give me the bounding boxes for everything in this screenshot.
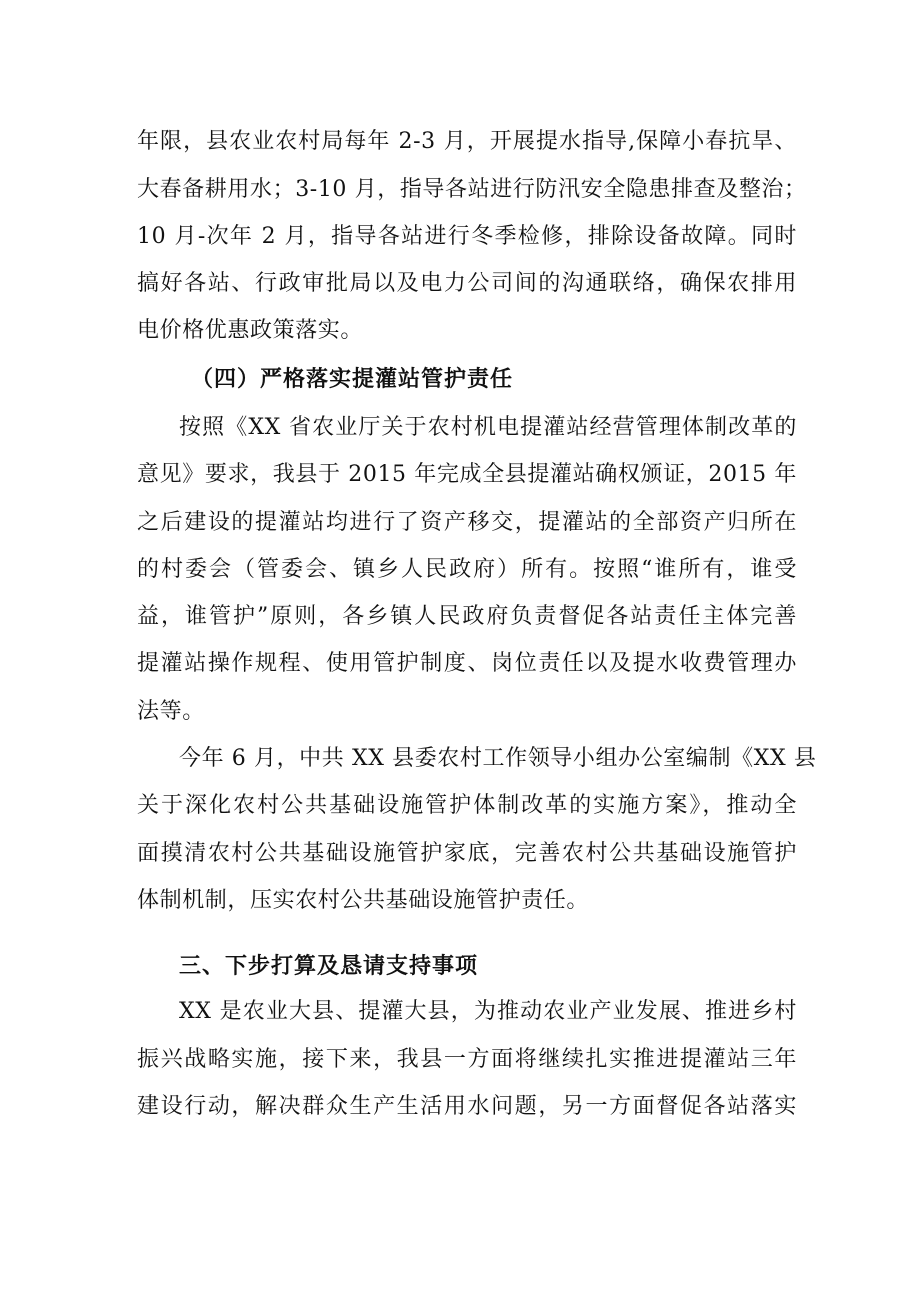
paragraph-line: 10 月-次年 2 月，指导各站进行冬季检修，排除设备故障。同时 <box>137 224 797 249</box>
paragraph-line: 提灌站操作规程、使用管护制度、岗位责任以及提水收费管理办 <box>137 651 797 676</box>
section-heading: （四）严格落实提灌站管护责任 <box>191 366 514 392</box>
paragraph-line: 的村委会（管委会、镇乡人民政府）所有。按照“谁所有，谁受 <box>137 557 797 582</box>
paragraph-line: 面摸清农村公共基础设施管护家底，完善农村公共基础设施管护 <box>137 841 797 866</box>
paragraph-line: 之后建设的提灌站均进行了资产移交，提灌站的全部资产归所在 <box>137 510 797 535</box>
paragraph-line: 搞好各站、行政审批局以及电力公司间的沟通联络，确保农排用 <box>137 271 797 296</box>
paragraph-line: 意见》要求，我县于 2015 年完成全县提灌站确权颁证，2015 年 <box>137 462 797 487</box>
paragraph-line: 年限，县农业农村局每年 2-3 月，开展提水指导,保障小春抗旱、 <box>137 129 797 154</box>
paragraph-line: 关于深化农村公共基础设施管护体制改革的实施方案》，推动全 <box>137 793 797 818</box>
paragraph-line: XX 是农业大县、提灌大县，为推动农业产业发展、推进乡村 <box>179 999 797 1024</box>
paragraph-line: 法等。 <box>137 699 205 724</box>
paragraph-line: 振兴战略实施，接下来，我县一方面将继续扎实推进提灌站三年 <box>137 1047 797 1072</box>
paragraph-line: 电价格优惠政策落实。 <box>137 318 364 343</box>
paragraph-line: 建设行动，解决群众生产生活用水问题，另一方面督促各站落实 <box>137 1094 797 1119</box>
paragraph-line: 益，谁管护”原则，各乡镇人民政府负责督促各站责任主体完善 <box>137 604 797 629</box>
section-heading: 三、下步打算及恳请支持事项 <box>179 953 479 979</box>
paragraph-line: 按照《XX 省农业厅关于农村机电提灌站经营管理体制改革的 <box>179 415 797 440</box>
paragraph-line: 体制机制，压实农村公共基础设施管护责任。 <box>137 888 590 913</box>
paragraph-line: 今年 6 月，中共 XX 县委农村工作领导小组办公室编制《XX 县 <box>179 746 817 771</box>
paragraph-line: 大春备耕用水；3-10 月，指导各站进行防汛安全隐患排查及整治； <box>137 177 807 202</box>
